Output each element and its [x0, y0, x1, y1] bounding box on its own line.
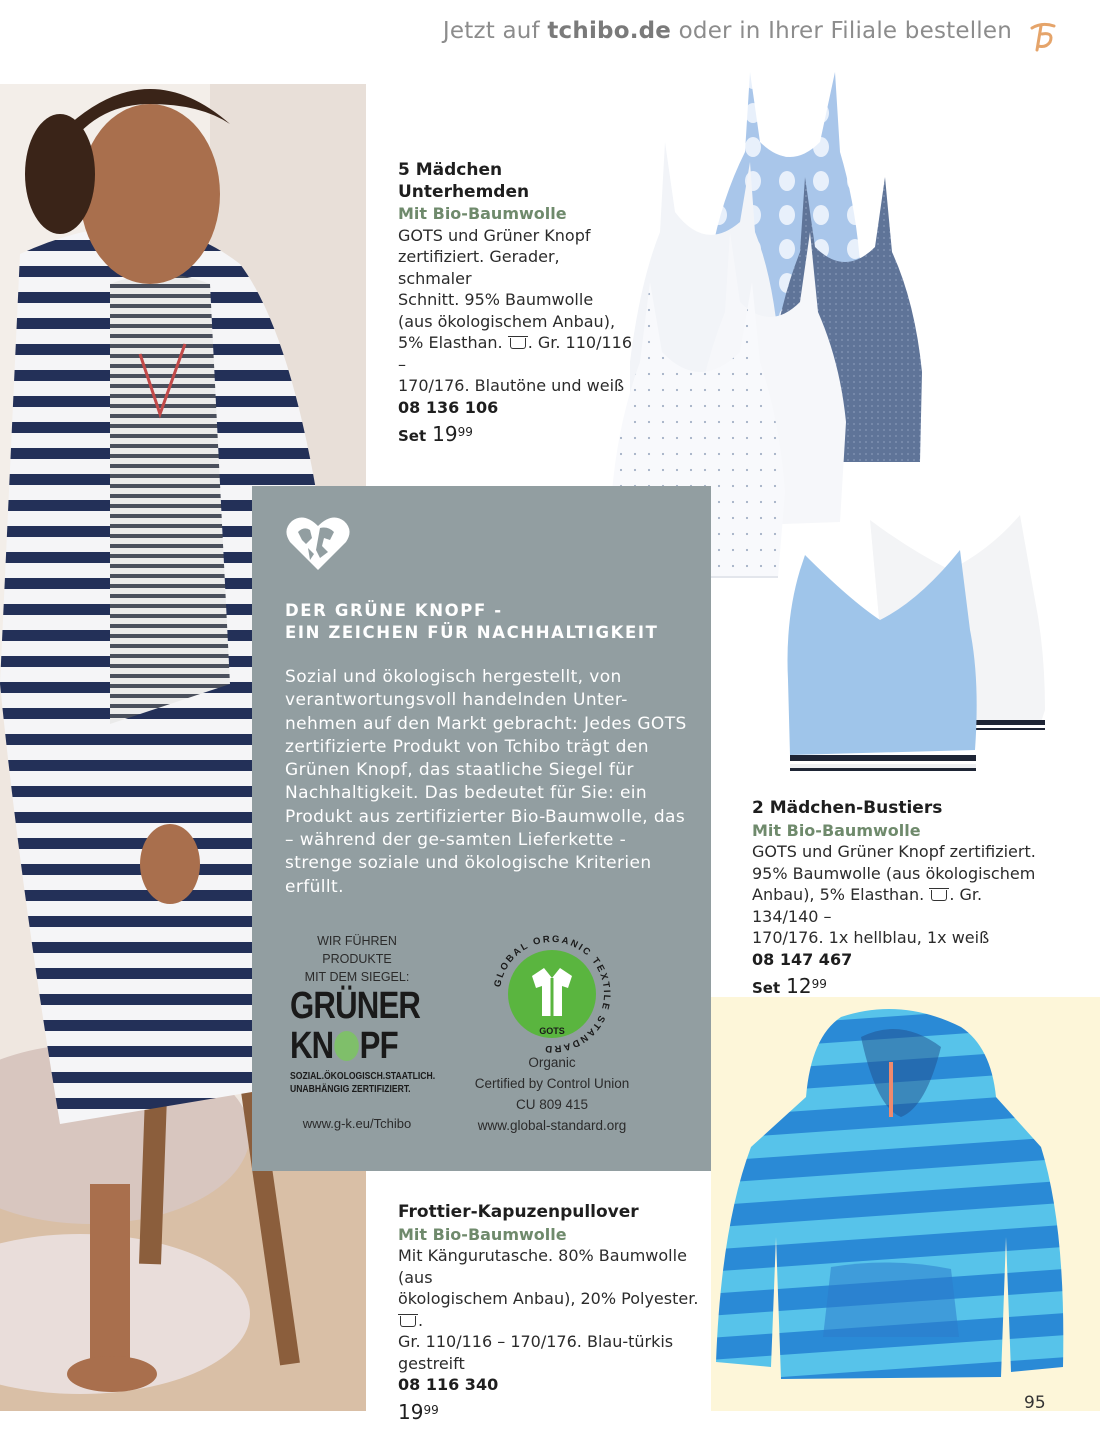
product-desc-line: 95% Baumwolle (aus ökologischem — [752, 863, 1036, 883]
gots-line: Organic — [528, 1055, 576, 1070]
price-main: 19 — [432, 422, 458, 446]
gots-label: GOTS — [539, 1026, 565, 1036]
product-undershirts — [398, 160, 638, 448]
product-desc-line: GOTS und Grüner Knopf zertifiziert. — [752, 842, 1036, 861]
price-prefix: Set — [398, 427, 427, 445]
desc-part: . Gr. 110/116 – — [398, 333, 633, 374]
green-button-lead — [282, 932, 432, 986]
header-pre: Jetzt auf — [442, 18, 548, 44]
gots-seal-icon — [490, 932, 614, 1056]
wash-60-icon — [510, 338, 526, 349]
desc-part: Anbau), 5% Elasthan. — [752, 885, 925, 904]
price-cents: 99 — [423, 1402, 439, 1417]
product-desc-line: Gr. 110/116 – 170/176. Blau-türkis gestreift — [398, 1332, 674, 1373]
product-name: Frottier-Kapuzenpullover — [398, 1202, 639, 1222]
infobox-title-line: DER GRÜNE KNOPF - — [285, 601, 503, 620]
price-cents: 99 — [811, 977, 827, 991]
header-site-link[interactable]: tchibo.de — [547, 18, 672, 44]
price-main: 19 — [398, 1399, 424, 1424]
tchibo-logo-icon — [1024, 20, 1060, 56]
gruener-knopf-logo — [290, 985, 436, 1096]
desc-part: 5% Elasthan. — [398, 333, 503, 352]
product-name: 5 Mädchen Unterhemden — [398, 160, 530, 202]
logo-part: PF — [359, 1025, 398, 1067]
gots-url[interactable]: www.global-standard.org — [477, 1118, 627, 1133]
logo-line: GRÜNER — [290, 985, 421, 1027]
product-desc-line: GOTS und Grüner Knopf — [398, 225, 591, 245]
wash-60-icon — [931, 890, 947, 901]
product-desc-line — [398, 332, 638, 375]
logo-part: KN — [290, 1025, 334, 1067]
product-bio-label: Mit Bio-Baumwolle — [398, 204, 567, 223]
price-cents: 99 — [457, 425, 473, 439]
product-bio-label: Mit Bio-Baumwolle — [398, 1224, 567, 1244]
lead-line: MIT DEM SIEGEL: — [304, 970, 410, 984]
header-tagline — [0, 18, 1012, 44]
gots-line: CU 809 415 — [515, 1097, 589, 1112]
girls-bustiers-image — [770, 510, 1060, 790]
wash-60-icon — [400, 1316, 416, 1327]
product-name: 2 Mädchen-Bustiers — [752, 798, 943, 818]
gots-certification — [457, 1052, 647, 1136]
desc-part: . Gr. 134/140 – — [752, 885, 983, 926]
product-price — [398, 1399, 708, 1424]
green-button-icon — [334, 1031, 359, 1061]
infobox-title — [285, 600, 695, 644]
page-number: 95 — [1024, 1393, 1046, 1413]
product-desc-line — [752, 884, 1052, 927]
price-main: 12 — [786, 974, 812, 998]
product-number: 08 147 467 — [752, 949, 853, 969]
terry-hoodie-image — [711, 1007, 1081, 1387]
heart-globe-icon — [284, 514, 352, 574]
logo-subtitle-line: SOZIAL.ÖKOLOGISCH.STAATLICH. — [290, 1070, 436, 1082]
product-hoodie — [398, 1202, 708, 1423]
infobox-text: Sozial und ökologisch hergestellt, von verantwortungsvoll handelnden Unter-nehmen auf den Markt gebracht: Jedes GOTS zertifizierte Produkt von Tchibo trägt den Grünen Knopf, das staatliche Siegel für Nachhaltigkeit. Das bedeutet für Sie: ein Produkt aus zertifizierter Bio-Baumwolle, das – während der ge-samten Lieferkette - strenge soziale und ökologische Kriterien erfüllt. — [285, 667, 687, 897]
product-desc-line: Schnitt. 95% Baumwolle — [398, 290, 594, 309]
product-price — [398, 424, 638, 448]
price-prefix: Set — [752, 979, 781, 997]
lead-line: WIR FÜHREN PRODUKTE — [317, 934, 397, 966]
logo-subtitle-line: UNABHÄNGIG ZERTIFIZIERT. — [290, 1083, 411, 1095]
product-number: 08 116 340 — [398, 1375, 499, 1394]
header-post: oder in Ihrer Filiale bestellen — [671, 18, 1012, 44]
logo-line — [290, 1026, 397, 1066]
product-desc-line: zertifiziert. Gerader, schmaler — [398, 247, 560, 288]
gots-ring-text: GLOBAL ORGANIC TEXTILE STANDARD — [492, 933, 613, 1055]
infobox-title-line: EIN ZEICHEN FÜR NACHHALTIGKEIT — [285, 623, 659, 642]
logo-subtitle — [290, 1070, 436, 1096]
product-desc-line: (aus ökologischem Anbau), — [398, 311, 616, 331]
gots-line: Certified by Control Union — [474, 1076, 630, 1091]
product-desc-line: 170/176. Blautöne und weiß — [398, 376, 625, 395]
product-desc-line: 170/176. 1x hellblau, 1x weiß — [752, 928, 990, 947]
desc-part: ökologischem Anbau), 20% Polyester. — [398, 1289, 699, 1308]
product-bio-label: Mit Bio-Baumwolle — [752, 820, 921, 840]
product-desc-line: Mit Kängurutasche. 80% Baumwolle (aus — [398, 1246, 687, 1287]
product-price — [752, 976, 1052, 1000]
product-number: 08 136 106 — [398, 397, 499, 417]
product-desc-line — [398, 1288, 708, 1331]
green-button-info-box — [252, 486, 711, 1171]
product-bustiers — [752, 798, 1052, 1000]
desc-part: . — [418, 1310, 424, 1330]
green-button-url[interactable]: www.g-k.eu/Tchibo — [302, 1116, 412, 1131]
